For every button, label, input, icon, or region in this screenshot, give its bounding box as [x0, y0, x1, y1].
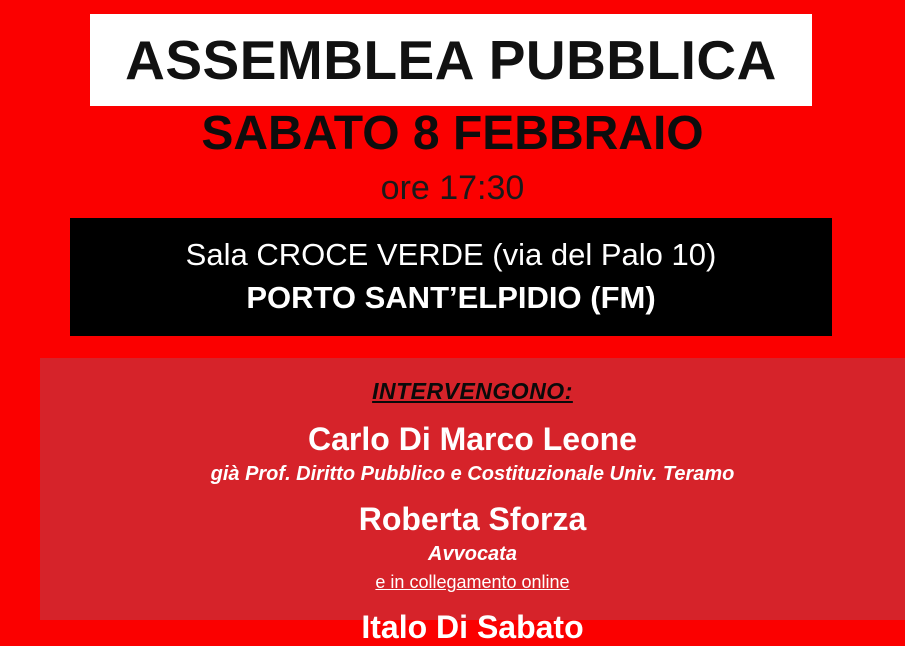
speaker-name: Italo Di Sabato	[361, 608, 584, 645]
speaker-entry	[40, 500, 905, 594]
speaker-name: Roberta Sforza	[358, 500, 587, 537]
speaker-entry	[40, 420, 905, 486]
venue-city: PORTO SANT’ELPIDIO (FM)	[246, 280, 656, 315]
venue-band	[70, 218, 832, 336]
title-band	[90, 14, 812, 106]
speaker-entry	[40, 608, 905, 646]
event-date: SABATO 8 FEBBRAIO	[201, 107, 704, 160]
page-title: ASSEMBLEA PUBBLICA	[125, 28, 777, 91]
speakers-panel	[40, 358, 905, 645]
speaker-role: già Prof. Diritto Pubblico e Costituzionale Univ. Teramo	[210, 462, 735, 485]
venue-hall: Sala CROCE VERDE (via del Palo 10)	[185, 237, 717, 273]
speaker-online-note: e in collegamento online	[375, 572, 570, 593]
speaker-name: Carlo Di Marco Leone	[308, 420, 637, 457]
speaker-role: Avvocata	[428, 543, 517, 566]
speakers-heading: INTERVENGONO:	[372, 378, 573, 404]
event-time: ore 17:30	[380, 169, 525, 207]
